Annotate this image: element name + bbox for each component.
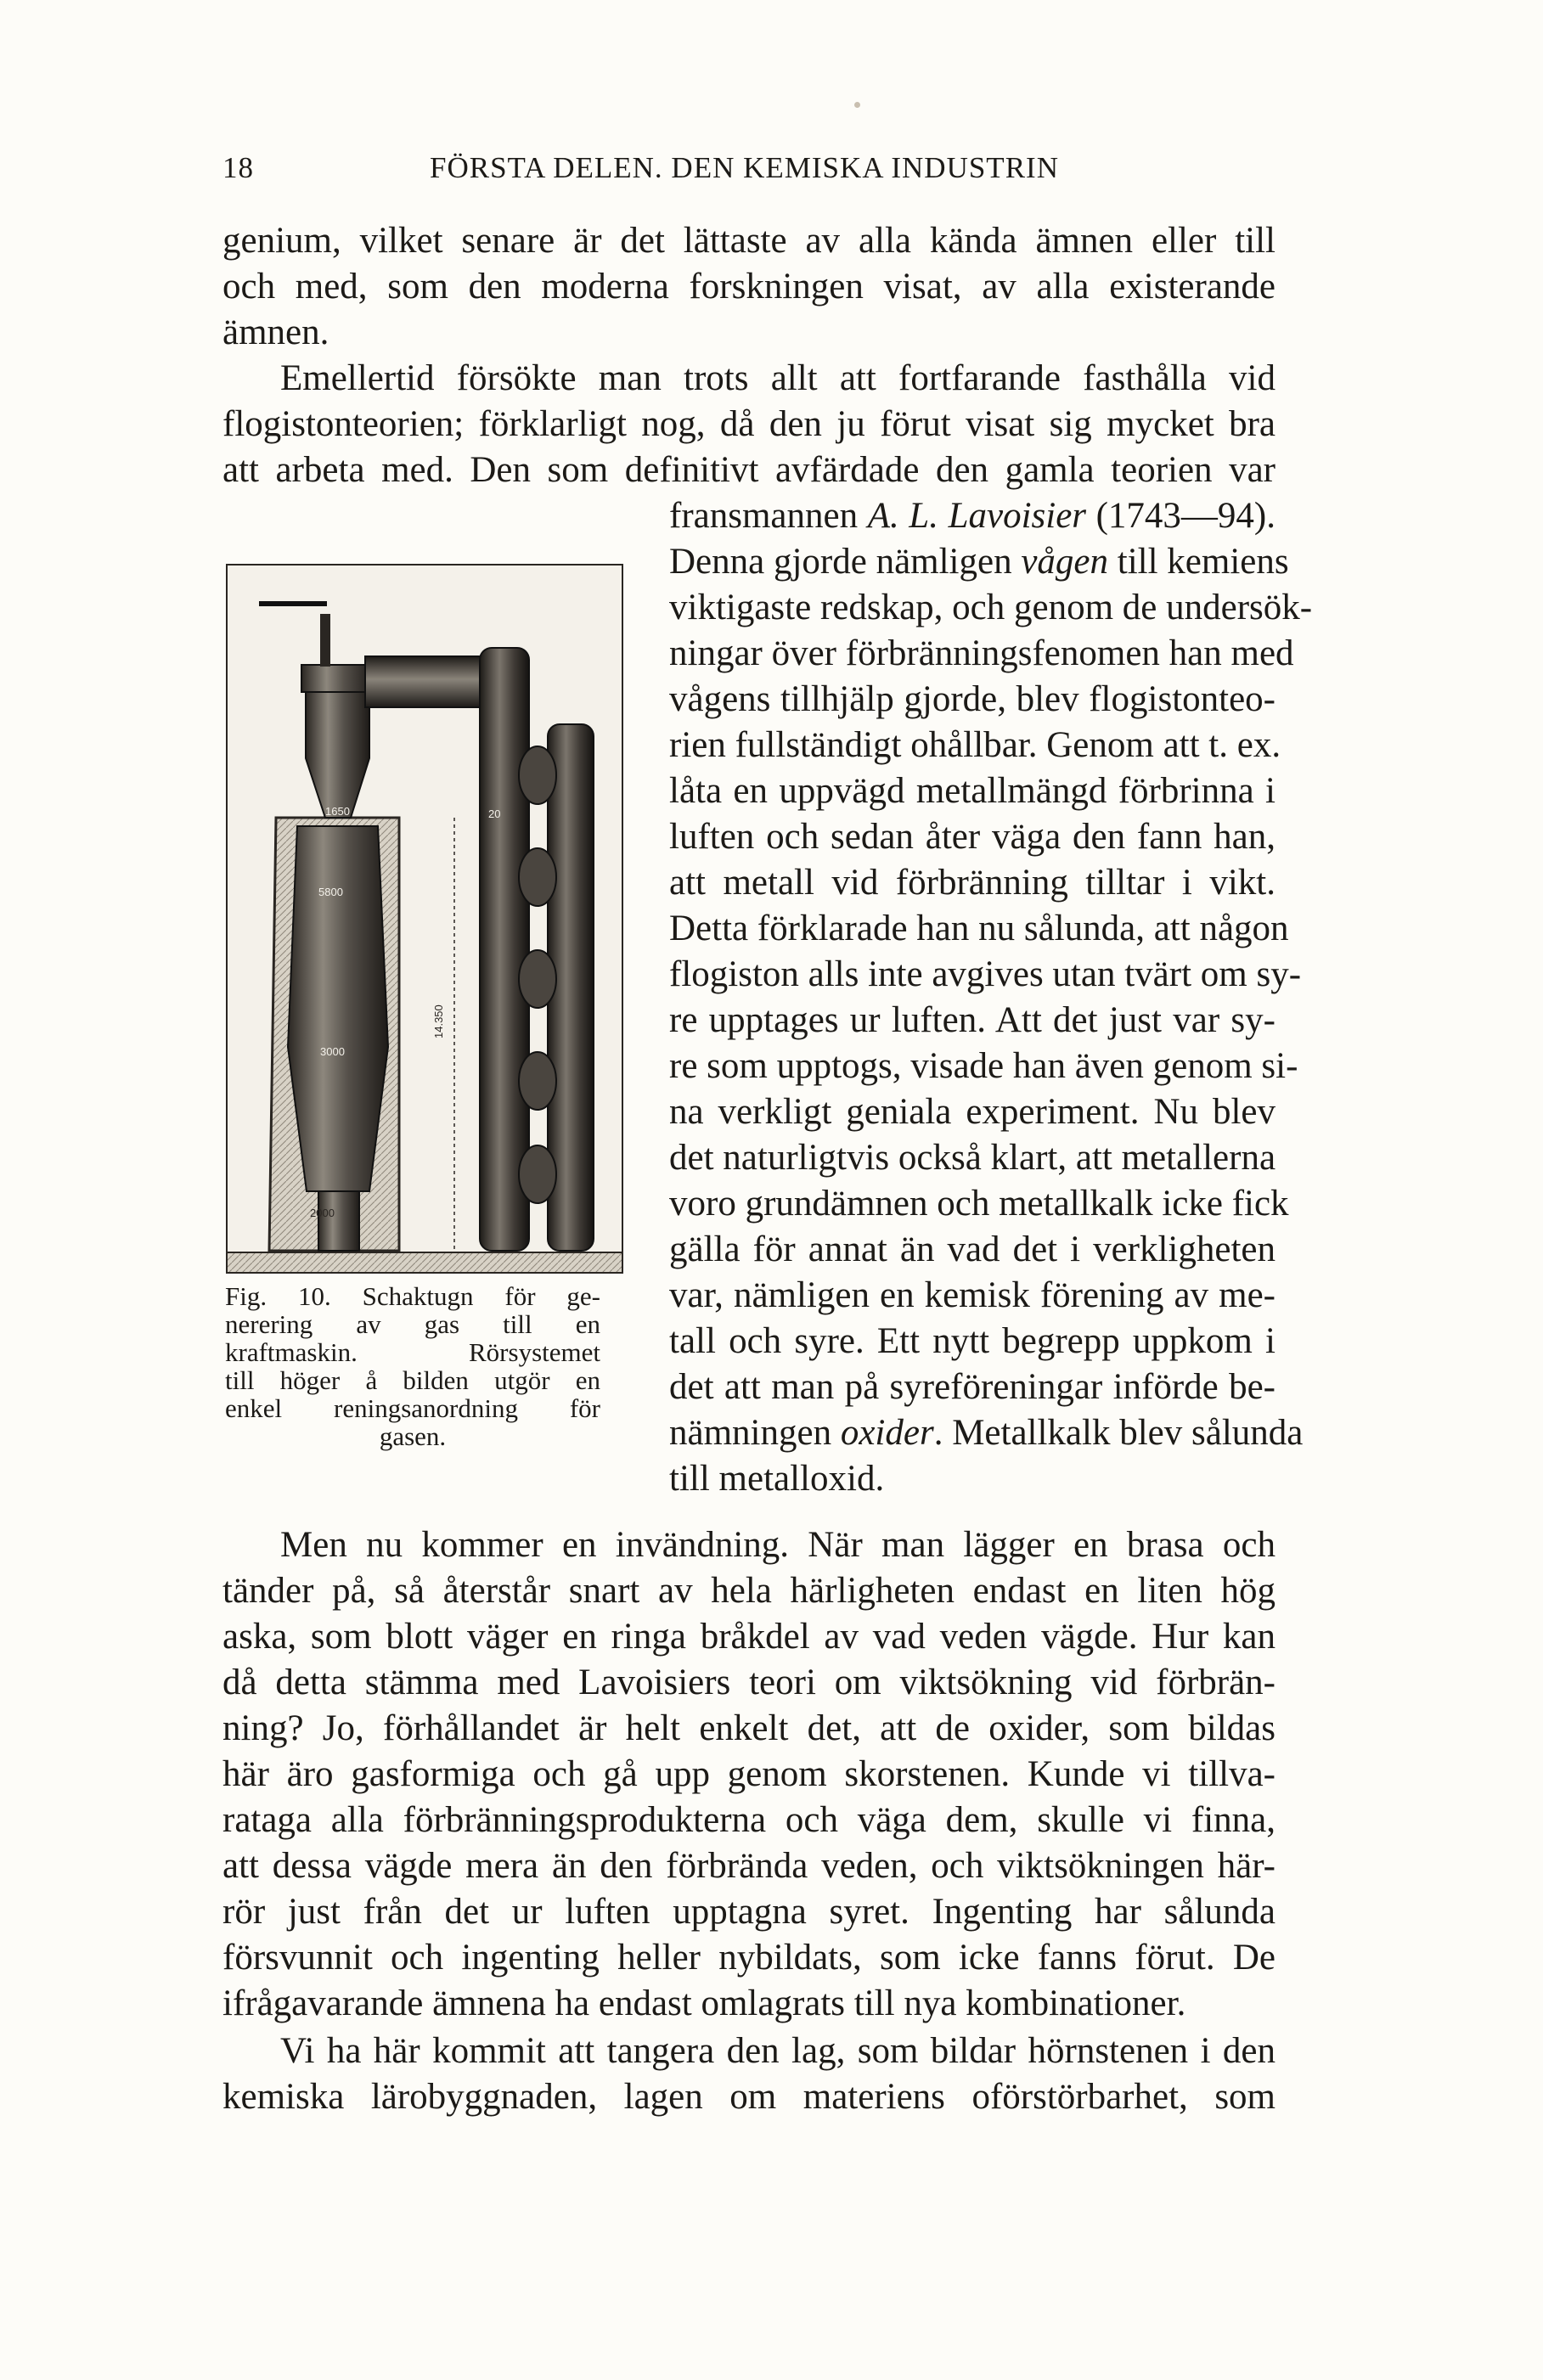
furnace-illustration: [225, 563, 624, 1274]
caption-line: kraftmaskin. Rörsystemet: [225, 1337, 600, 1367]
text-line: kemiska lärobyggnaden, lagen om materiens oförstörbarhet, som: [222, 2077, 1276, 2117]
text-line: voro grundämnen och metallkalk icke fick: [669, 1184, 1289, 1224]
text-line: na verkligt geniala experiment. Nu blev: [669, 1092, 1276, 1132]
feed-rod: [320, 614, 330, 667]
text-line: det naturligtvis också klart, att metallerna: [669, 1138, 1276, 1178]
text-line: rien fullständigt ohållbar. Genom att t. ex.: [669, 725, 1281, 765]
text-line: att arbeta med. Den som definitivt avfärdade den gamla teorien var: [222, 450, 1276, 490]
spiral-connector: [519, 746, 556, 804]
text-line: aska, som blott väger en ringa bråkdel av vad veden vägde. Hur kan: [222, 1617, 1276, 1657]
text-line-denna: Denna gjorde nämligen vågen till kemiens: [669, 542, 1289, 582]
text-line: ifrågavarande ämnena ha endast omlagrats till nya kombinationer.: [222, 1983, 1186, 2023]
dimension-label: 1650: [325, 805, 350, 818]
text-line: och med, som den moderna forskningen visat, av alla existerande: [222, 267, 1276, 307]
oxider-emphasis: oxider: [840, 1413, 934, 1453]
text-line: ning? Jo, förhållandet är helt enkelt det, att de oxider, som bildas: [222, 1708, 1276, 1748]
dimension-label: 2000: [310, 1207, 335, 1219]
furnace-top: [301, 665, 373, 692]
text-line: genium, vilket senare är det lättaste av alla kända ämnen eller till: [222, 221, 1276, 261]
caption-line: till höger å bilden utgör en: [225, 1365, 600, 1395]
text-line: att dessa vägde mera än den förbrända veden, och viktsökningen här-: [222, 1846, 1276, 1886]
running-title: FÖRSTA DELEN. DEN KEMISKA INDUSTRIN: [430, 151, 1059, 184]
caption-line: gasen.: [379, 1421, 447, 1451]
caption-line: Fig. 10. Schaktugn för ge-: [225, 1281, 600, 1311]
text-line: att metall vid förbränning tilltar i vikt.: [669, 863, 1276, 903]
text-line: rör just från det ur luften upptagna syret. Ingenting har sålunda: [222, 1892, 1276, 1932]
vagen-emphasis: vågen: [1021, 542, 1109, 582]
text-line: luften och sedan åter väga den fann han,: [669, 817, 1276, 857]
dimension-label: 5800: [318, 886, 343, 898]
text-line-oxider: nämningen oxider. Metallkalk blev sålunda: [669, 1413, 1304, 1453]
spiral-connector: [519, 1052, 556, 1110]
text-line: flogiston alls inte avgives utan tvärt om sy-: [669, 954, 1302, 994]
caption-line: enkel reningsanordning för: [225, 1393, 600, 1423]
lavoisier-name: A. L. Lavoisier: [867, 496, 1087, 536]
dimension-label: 3000: [320, 1045, 345, 1058]
text-line: det att man på syreföreningar införde be-: [669, 1367, 1276, 1407]
text-line: ningar över förbränningsfenomen han med: [669, 633, 1294, 673]
furnace-figure: [225, 563, 624, 1274]
text-line: re upptages ur luften. Att det just var sy-: [669, 1000, 1276, 1040]
text-line: då detta stämma med Lavoisiers teori om viktsökning vid förbrän-: [222, 1663, 1276, 1702]
foundation: [227, 1252, 622, 1273]
text-line: var, nämligen en kemisk förening av me-: [669, 1275, 1276, 1315]
dimension-label: 20: [488, 807, 501, 820]
text-line: Vi ha här kommit att tangera den lag, som bildar hörnstenen i den: [280, 2031, 1276, 2071]
text-line: ämnen.: [222, 312, 329, 352]
ink-speck: [854, 102, 860, 108]
dimension-label: 14.350: [432, 1004, 445, 1038]
text-line: Detta förklarade han nu sålunda, att någon: [669, 909, 1289, 948]
text-line: Men nu kommer en invändning. När man lägger en brasa och: [280, 1525, 1276, 1565]
spiral-connector: [519, 950, 556, 1008]
text-line: låta en uppvägd metallmängd förbrinna i: [669, 771, 1276, 811]
text-line: flogistonteorien; förklarligt nog, då den ju förut visat sig mycket bra: [222, 404, 1276, 444]
text-line: tänder på, så återstår snart av hela härligheten endast en liten hög: [222, 1571, 1276, 1611]
figure-caption: [225, 1282, 600, 1450]
text-line: försvunnit och ingenting heller nybildats, som icke fanns förut. De: [222, 1938, 1276, 1978]
text-line: här äro gasformiga och gå upp genom skorstenen. Kunde vi tillva-: [222, 1754, 1276, 1794]
text-line: rataga alla förbränningsprodukterna och väga dem, skulle vi finna,: [222, 1800, 1276, 1840]
page-header: [222, 143, 1280, 194]
text-line: vågens tillhjälp gjorde, blev flogistonteo-: [669, 679, 1276, 719]
text-line: gälla för annat än vad det i verkligheten: [669, 1229, 1276, 1269]
text-line: viktigaste redskap, och genom de undersök-: [669, 588, 1313, 627]
text-line: Emellertid försökte man trots allt att fortfarande fasthålla vid: [280, 358, 1276, 398]
text-line: till metalloxid.: [669, 1459, 885, 1499]
text-line: tall och syre. Ett nytt begrepp uppkom i: [669, 1321, 1276, 1361]
spiral-connector: [519, 848, 556, 906]
caption-line: nerering av gas till en: [225, 1309, 600, 1339]
text-line-lavoisier: fransmannen A. L. Lavoisier (1743—94).: [669, 496, 1276, 536]
spiral-connector: [519, 1145, 556, 1203]
ash-outlet: [318, 1191, 359, 1251]
furnace-shaft: [288, 826, 388, 1191]
text-line: re som upptogs, visade han även genom si-: [669, 1046, 1298, 1086]
page-number: 18: [222, 151, 254, 184]
